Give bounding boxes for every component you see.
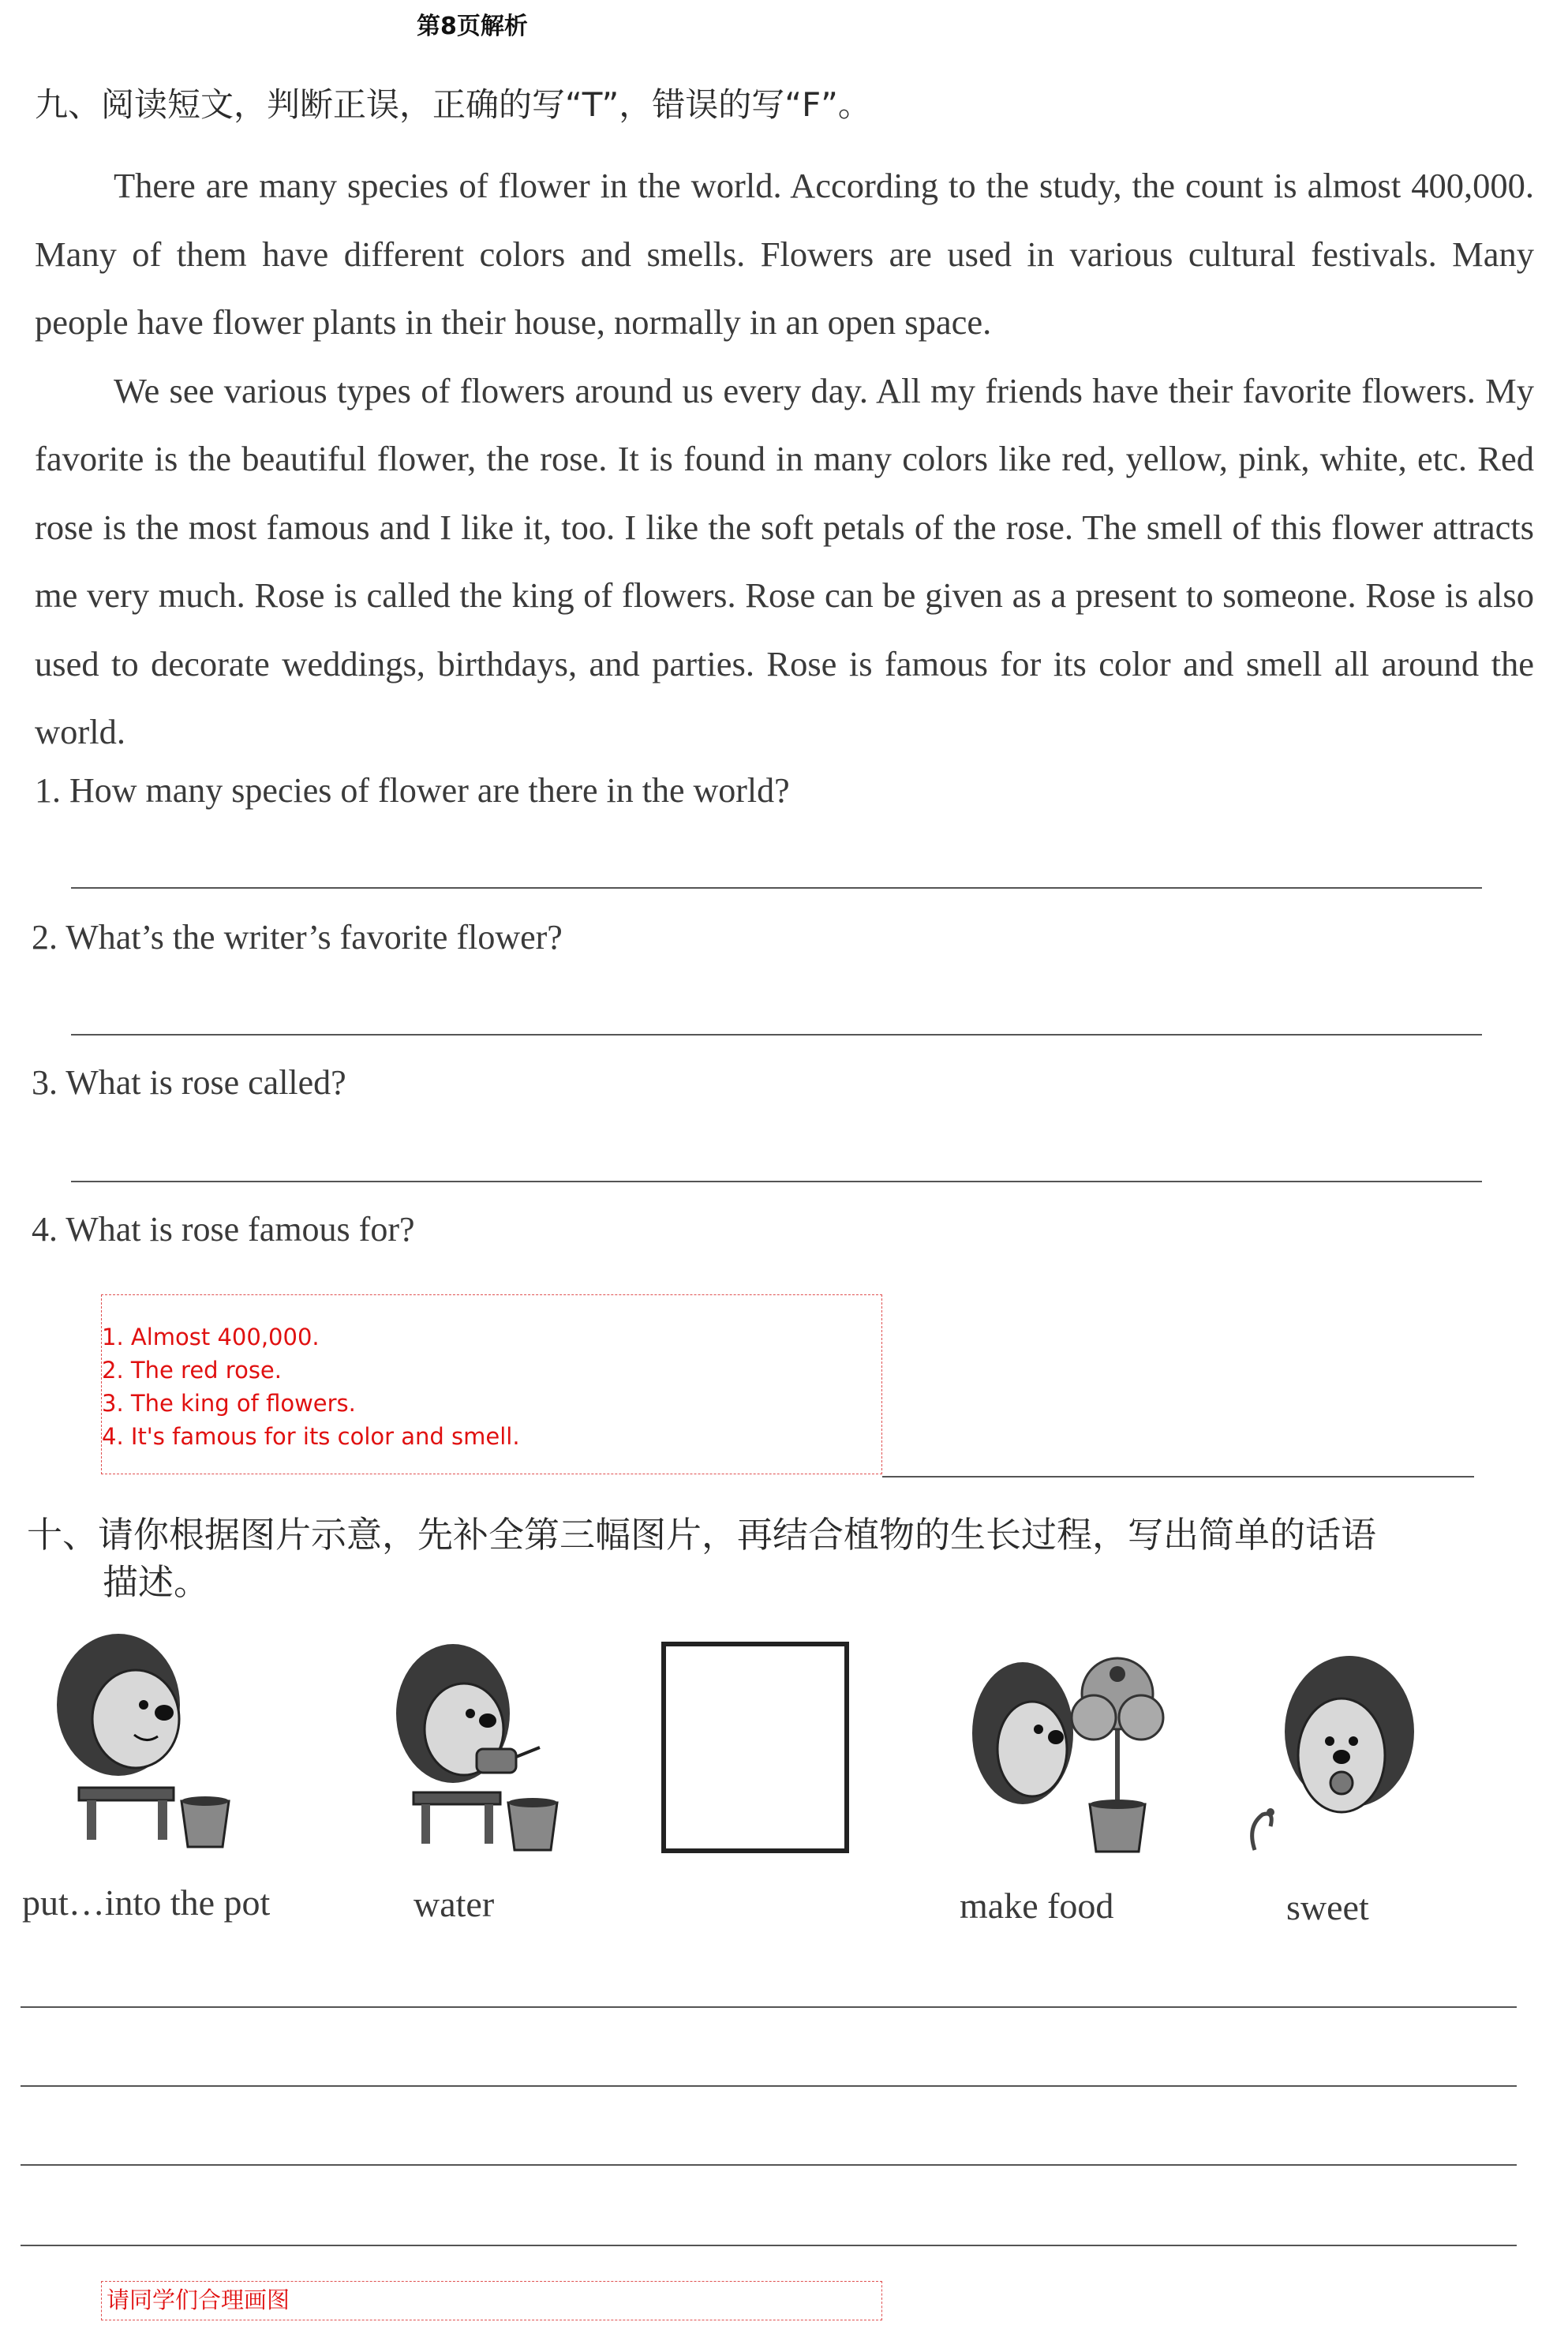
answer-1: 1. Almost 400,000. — [102, 1324, 320, 1350]
hedgehog-plant-illustration — [967, 1639, 1173, 1860]
hedgehog-sweet-illustration — [1239, 1645, 1428, 1866]
answer-4: 4. It's famous for its color and smell. — [102, 1423, 520, 1450]
passage-paragraph-1: There are many species of flower in the world. According to the study, the count is almost 400,000. Many of them have different colors and smells. Flowers are used in various cultural festivals. Many people have flower plants in their house, normally in an open space. — [35, 166, 1534, 342]
section-10-title-line-2: 描述。 — [103, 1561, 210, 1603]
section-9-title: 九、阅读短文，判断正误，正确的写“T”，错误的写“F”。 — [35, 85, 871, 124]
question-4: 4. What is rose famous for? — [32, 1210, 415, 1249]
writing-line-2[interactable] — [21, 2085, 1517, 2087]
picture-label-4: make food — [960, 1886, 1114, 1926]
answer-line-4[interactable] — [882, 1476, 1474, 1477]
answer-line-2[interactable] — [71, 1034, 1482, 1036]
question-2: 2. What’s the writer’s favorite flower? — [32, 918, 563, 957]
writing-line-3[interactable] — [21, 2164, 1517, 2166]
answer-key-box — [101, 1294, 882, 1474]
writing-line-1[interactable] — [21, 2006, 1517, 2008]
page-header: 第8页解析 — [417, 13, 528, 40]
drawing-note-box: 请同学们合理画图 — [101, 2281, 882, 2320]
answer-line-3[interactable] — [71, 1181, 1482, 1182]
answer-line-1[interactable] — [71, 887, 1482, 889]
answer-2: 2. The red rose. — [102, 1357, 282, 1384]
picture-label-2: water — [414, 1884, 495, 1924]
picture-label-5: sweet — [1286, 1887, 1369, 1927]
writing-line-4[interactable] — [21, 2245, 1517, 2246]
passage-paragraph-2: We see various types of flowers around us every day. All my friends have their favorite flowers. My favorite is the beautiful flower, the rose. It is found in many colors like red, yellow, pink, white, etc. Red rose is the most famous and I like it, too. I like the soft petals of the rose. The smell of this flower attracts me very much. Rose is called the king of flowers. Rose can be given as a present to someone. Rose is also used to decorate weddings, birthdays, and parties. Rose is famous for its color and smell all around the world. — [35, 370, 1534, 751]
question-3: 3. What is rose called? — [32, 1063, 346, 1102]
reading-passage — [35, 152, 1534, 766]
picture-label-1: put…into the pot — [22, 1882, 271, 1923]
hedgehog-watering-illustration — [382, 1631, 587, 1852]
answer-3: 3. The king of flowers. — [102, 1390, 356, 1417]
question-1: 1. How many species of flower are there in the world? — [35, 771, 790, 810]
empty-picture-frame[interactable] — [661, 1642, 849, 1853]
section-10-title-line-1: 十、请你根据图片示意，先补全第三幅图片，再结合植物的生长过程，写出简单的话语 — [27, 1514, 1377, 1556]
hedgehog-pot-illustration — [47, 1618, 253, 1847]
